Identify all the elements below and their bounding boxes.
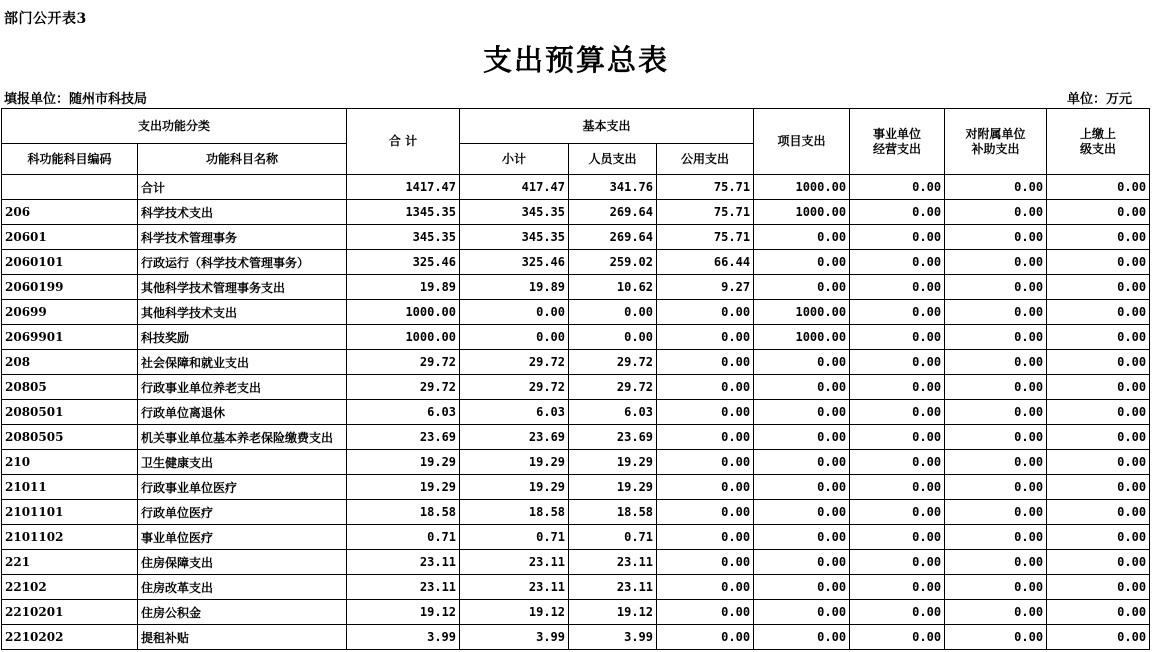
cell-subsidy: 0.00: [945, 425, 1047, 450]
cell-project: 1000.00: [754, 325, 850, 350]
table-row: [2, 375, 1150, 400]
cell-total: 19.29: [347, 475, 460, 500]
cell-upper: 0.00: [1047, 350, 1150, 375]
cell-name: 行政单位离退休: [138, 400, 347, 425]
table-row: [2, 600, 1150, 625]
cell-business: 0.00: [850, 175, 945, 200]
cell-personnel: 29.72: [569, 350, 657, 375]
cell-business: 0.00: [850, 600, 945, 625]
cell-code: 2069901: [2, 325, 138, 350]
table-row: [2, 525, 1150, 550]
table-row: [2, 225, 1150, 250]
cell-upper: 0.00: [1047, 575, 1150, 600]
cell-name: 住房保障支出: [138, 550, 347, 575]
cell-total: 29.72: [347, 350, 460, 375]
cell-subtotal: 23.11: [460, 550, 569, 575]
cell-subsidy: 0.00: [945, 175, 1047, 200]
cell-subtotal: 29.72: [460, 375, 569, 400]
table-row: [2, 625, 1150, 650]
cell-total: 6.03: [347, 400, 460, 425]
cell-subsidy: 0.00: [945, 300, 1047, 325]
cell-personnel: 29.72: [569, 375, 657, 400]
col-header-upper-line1: 上缴上: [1080, 126, 1117, 141]
cell-subtotal: 345.35: [460, 225, 569, 250]
cell-total: 345.35: [347, 225, 460, 250]
cell-name: 行政事业单位医疗: [138, 475, 347, 500]
cell-public: 0.00: [657, 400, 754, 425]
cell-public: 0.00: [657, 575, 754, 600]
cell-subtotal: 345.35: [460, 200, 569, 225]
table-row: [2, 350, 1150, 375]
cell-name: 科学技术管理事务: [138, 225, 347, 250]
cell-business: 0.00: [850, 425, 945, 450]
cell-subtotal: 29.72: [460, 350, 569, 375]
cell-project: 1000.00: [754, 300, 850, 325]
cell-business: 0.00: [850, 550, 945, 575]
cell-business: 0.00: [850, 275, 945, 300]
table-row: [2, 450, 1150, 475]
table-row: [2, 575, 1150, 600]
table-row: [2, 475, 1150, 500]
cell-total: 19.89: [347, 275, 460, 300]
cell-subtotal: 19.29: [460, 450, 569, 475]
table-body: [2, 175, 1150, 650]
cell-business: 0.00: [850, 625, 945, 650]
cell-subsidy: 0.00: [945, 575, 1047, 600]
cell-public: 75.71: [657, 225, 754, 250]
cell-public: 0.00: [657, 625, 754, 650]
cell-upper: 0.00: [1047, 550, 1150, 575]
cell-upper: 0.00: [1047, 500, 1150, 525]
col-header-subsidy-line1: 对附属单位: [965, 126, 1026, 141]
cell-business: 0.00: [850, 350, 945, 375]
cell-business: 0.00: [850, 375, 945, 400]
cell-project: 0.00: [754, 525, 850, 550]
cell-personnel: 23.69: [569, 425, 657, 450]
cell-subsidy: 0.00: [945, 475, 1047, 500]
cell-personnel: 19.29: [569, 475, 657, 500]
cell-code: 208: [2, 350, 138, 375]
cell-project: 1000.00: [754, 175, 850, 200]
cell-code: 2080505: [2, 425, 138, 450]
cell-upper: 0.00: [1047, 600, 1150, 625]
cell-business: 0.00: [850, 450, 945, 475]
cell-project: 0.00: [754, 425, 850, 450]
cell-personnel: 6.03: [569, 400, 657, 425]
table-row: [2, 400, 1150, 425]
cell-total: 19.29: [347, 450, 460, 475]
cell-personnel: 23.11: [569, 575, 657, 600]
table-row: [2, 275, 1150, 300]
cell-subtotal: 23.69: [460, 425, 569, 450]
table-row: [2, 250, 1150, 275]
cell-upper: 0.00: [1047, 450, 1150, 475]
cell-name: 科学技术支出: [138, 200, 347, 225]
col-header-public: 公用支出: [657, 144, 754, 175]
cell-code: 2210201: [2, 600, 138, 625]
cell-business: 0.00: [850, 500, 945, 525]
cell-personnel: 10.62: [569, 275, 657, 300]
cell-total: 23.69: [347, 425, 460, 450]
col-header-subsidy: [945, 109, 1047, 175]
cell-personnel: 19.29: [569, 450, 657, 475]
cell-total: 29.72: [347, 375, 460, 400]
cell-public: 0.00: [657, 325, 754, 350]
table-row: [2, 175, 1150, 200]
cell-subtotal: 23.11: [460, 575, 569, 600]
cell-subsidy: 0.00: [945, 500, 1047, 525]
cell-personnel: 269.64: [569, 225, 657, 250]
cell-name: 科技奖励: [138, 325, 347, 350]
col-header-upper: [1047, 109, 1150, 175]
cell-business: 0.00: [850, 400, 945, 425]
cell-upper: 0.00: [1047, 250, 1150, 275]
cell-upper: 0.00: [1047, 525, 1150, 550]
cell-subsidy: 0.00: [945, 250, 1047, 275]
reporting-unit: 填报单位：随州市科技局: [4, 92, 148, 107]
cell-name: 事业单位医疗: [138, 525, 347, 550]
col-header-personnel: 人员支出: [569, 144, 657, 175]
cell-total: 1000.00: [347, 325, 460, 350]
cell-code: 2060101: [2, 250, 138, 275]
cell-code: 2060199: [2, 275, 138, 300]
cell-total: 23.11: [347, 550, 460, 575]
col-header-business: [850, 109, 945, 175]
col-header-total: 合 计: [347, 109, 460, 175]
cell-upper: 0.00: [1047, 400, 1150, 425]
cell-name-text: 行政运行（科学技术管理事务）: [141, 256, 310, 270]
cell-personnel: 18.58: [569, 500, 657, 525]
cell-name: 行政事业单位养老支出: [138, 375, 347, 400]
cell-subsidy: 0.00: [945, 400, 1047, 425]
cell-personnel: 269.64: [569, 200, 657, 225]
cell-project: 0.00: [754, 350, 850, 375]
cell-public: 0.00: [657, 350, 754, 375]
cell-personnel: 0.00: [569, 300, 657, 325]
cell-total: 1345.35: [347, 200, 460, 225]
cell-personnel: 23.11: [569, 550, 657, 575]
col-header-business-line2: 经营支出: [873, 141, 922, 156]
cell-project: 0.00: [754, 475, 850, 500]
cell-public: 0.00: [657, 375, 754, 400]
cell-code: 22102: [2, 575, 138, 600]
cell-upper: 0.00: [1047, 300, 1150, 325]
cell-total: 3.99: [347, 625, 460, 650]
col-header-upper-line2: 级支出: [1080, 141, 1117, 156]
table-row: [2, 500, 1150, 525]
cell-subsidy: 0.00: [945, 525, 1047, 550]
cell-subtotal: 3.99: [460, 625, 569, 650]
cell-code: 20601: [2, 225, 138, 250]
cell-subtotal: 325.46: [460, 250, 569, 275]
cell-upper: 0.00: [1047, 225, 1150, 250]
currency-unit: 单位：万元: [1066, 92, 1132, 107]
cell-code: 210: [2, 450, 138, 475]
cell-subtotal: 19.89: [460, 275, 569, 300]
cell-subtotal: 0.00: [460, 325, 569, 350]
cell-personnel: 341.76: [569, 175, 657, 200]
table-row: [2, 300, 1150, 325]
cell-upper: 0.00: [1047, 325, 1150, 350]
cell-total: 18.58: [347, 500, 460, 525]
cell-subsidy: 0.00: [945, 625, 1047, 650]
cell-subsidy: 0.00: [945, 350, 1047, 375]
table-row: [2, 425, 1150, 450]
budget-table: [1, 108, 1150, 650]
cell-total: 23.11: [347, 575, 460, 600]
cell-total: 1000.00: [347, 300, 460, 325]
cell-upper: 0.00: [1047, 625, 1150, 650]
col-header-subsidy-line2: 补助支出: [971, 141, 1020, 156]
header-row-top: [2, 109, 1150, 144]
cell-code: 206: [2, 200, 138, 225]
col-header-category: 支出功能分类: [2, 109, 347, 144]
cell-project: 0.00: [754, 375, 850, 400]
cell-total: 1417.47: [347, 175, 460, 200]
cell-public: 0.00: [657, 475, 754, 500]
cell-subsidy: 0.00: [945, 200, 1047, 225]
cell-subsidy: 0.00: [945, 600, 1047, 625]
cell-project: 0.00: [754, 275, 850, 300]
cell-personnel: 3.99: [569, 625, 657, 650]
cell-code: [2, 175, 138, 200]
cell-project: 0.00: [754, 225, 850, 250]
cell-public: 66.44: [657, 250, 754, 275]
cell-public: 9.27: [657, 275, 754, 300]
cell-code: 2101102: [2, 525, 138, 550]
cell-total: 19.12: [347, 600, 460, 625]
cell-subtotal: 0.00: [460, 300, 569, 325]
cell-total: 325.46: [347, 250, 460, 275]
cell-name: 社会保障和就业支出: [138, 350, 347, 375]
cell-subsidy: 0.00: [945, 225, 1047, 250]
cell-public: 75.71: [657, 200, 754, 225]
cell-upper: 0.00: [1047, 375, 1150, 400]
cell-subsidy: 0.00: [945, 450, 1047, 475]
cell-public: 0.00: [657, 525, 754, 550]
cell-business: 0.00: [850, 250, 945, 275]
cell-code: 221: [2, 550, 138, 575]
cell-public: 0.00: [657, 600, 754, 625]
cell-name: [138, 250, 347, 275]
col-header-project: 项目支出: [754, 109, 850, 175]
cell-public: 0.00: [657, 450, 754, 475]
cell-public: 0.00: [657, 425, 754, 450]
cell-name-text: 机关事业单位基本养老保险缴费支出: [141, 431, 334, 445]
cell-code: 2210202: [2, 625, 138, 650]
cell-name: 提租补贴: [138, 625, 347, 650]
cell-project: 0.00: [754, 450, 850, 475]
cell-personnel: 259.02: [569, 250, 657, 275]
cell-business: 0.00: [850, 575, 945, 600]
cell-code: 2101101: [2, 500, 138, 525]
cell-project: 0.00: [754, 625, 850, 650]
cell-project: 0.00: [754, 250, 850, 275]
cell-public: 75.71: [657, 175, 754, 200]
cell-business: 0.00: [850, 200, 945, 225]
cell-project: 0.00: [754, 500, 850, 525]
cell-code: 21011: [2, 475, 138, 500]
cell-name: 其他科学技术支出: [138, 300, 347, 325]
cell-business: 0.00: [850, 225, 945, 250]
cell-subtotal: 6.03: [460, 400, 569, 425]
cell-name: 住房公积金: [138, 600, 347, 625]
cell-upper: 0.00: [1047, 175, 1150, 200]
cell-business: 0.00: [850, 300, 945, 325]
page-title: 支出预算总表: [482, 43, 669, 77]
cell-public: 0.00: [657, 500, 754, 525]
table-row: [2, 200, 1150, 225]
cell-personnel: 19.12: [569, 600, 657, 625]
col-header-business-line1: 事业单位: [873, 126, 922, 141]
cell-total: 0.71: [347, 525, 460, 550]
cell-business: 0.00: [850, 475, 945, 500]
cell-upper: 0.00: [1047, 200, 1150, 225]
cell-code: 2080501: [2, 400, 138, 425]
cell-upper: 0.00: [1047, 475, 1150, 500]
cell-project: 0.00: [754, 600, 850, 625]
cell-subtotal: 19.29: [460, 475, 569, 500]
cell-public: 0.00: [657, 550, 754, 575]
cell-name: 住房改革支出: [138, 575, 347, 600]
col-header-subtotal: 小计: [460, 144, 569, 175]
cell-name: 行政单位医疗: [138, 500, 347, 525]
cell-subsidy: 0.00: [945, 325, 1047, 350]
cell-subsidy: 0.00: [945, 550, 1047, 575]
cell-personnel: 0.00: [569, 325, 657, 350]
cell-code: 20805: [2, 375, 138, 400]
cell-subtotal: 19.12: [460, 600, 569, 625]
cell-business: 0.00: [850, 525, 945, 550]
cell-name: 其他科学技术管理事务支出: [138, 275, 347, 300]
cell-name: 合计: [138, 175, 347, 200]
cell-project: 0.00: [754, 400, 850, 425]
table-row: [2, 325, 1150, 350]
col-header-name: 功能科目名称: [138, 144, 347, 175]
cell-subsidy: 0.00: [945, 375, 1047, 400]
cell-subtotal: 0.71: [460, 525, 569, 550]
cell-code: 20699: [2, 300, 138, 325]
cell-subsidy: 0.00: [945, 275, 1047, 300]
cell-name: [138, 425, 347, 450]
cell-upper: 0.00: [1047, 275, 1150, 300]
cell-name: 卫生健康支出: [138, 450, 347, 475]
cell-project: 0.00: [754, 575, 850, 600]
col-header-code: 科功能科目编码: [2, 144, 138, 175]
col-header-basic: 基本支出: [460, 109, 754, 144]
table-number-label: 部门公开表3: [4, 11, 87, 27]
table-row: [2, 550, 1150, 575]
cell-project: 1000.00: [754, 200, 850, 225]
cell-business: 0.00: [850, 325, 945, 350]
cell-subtotal: 417.47: [460, 175, 569, 200]
cell-project: 0.00: [754, 550, 850, 575]
cell-upper: 0.00: [1047, 425, 1150, 450]
cell-personnel: 0.71: [569, 525, 657, 550]
cell-public: 0.00: [657, 300, 754, 325]
cell-subtotal: 18.58: [460, 500, 569, 525]
